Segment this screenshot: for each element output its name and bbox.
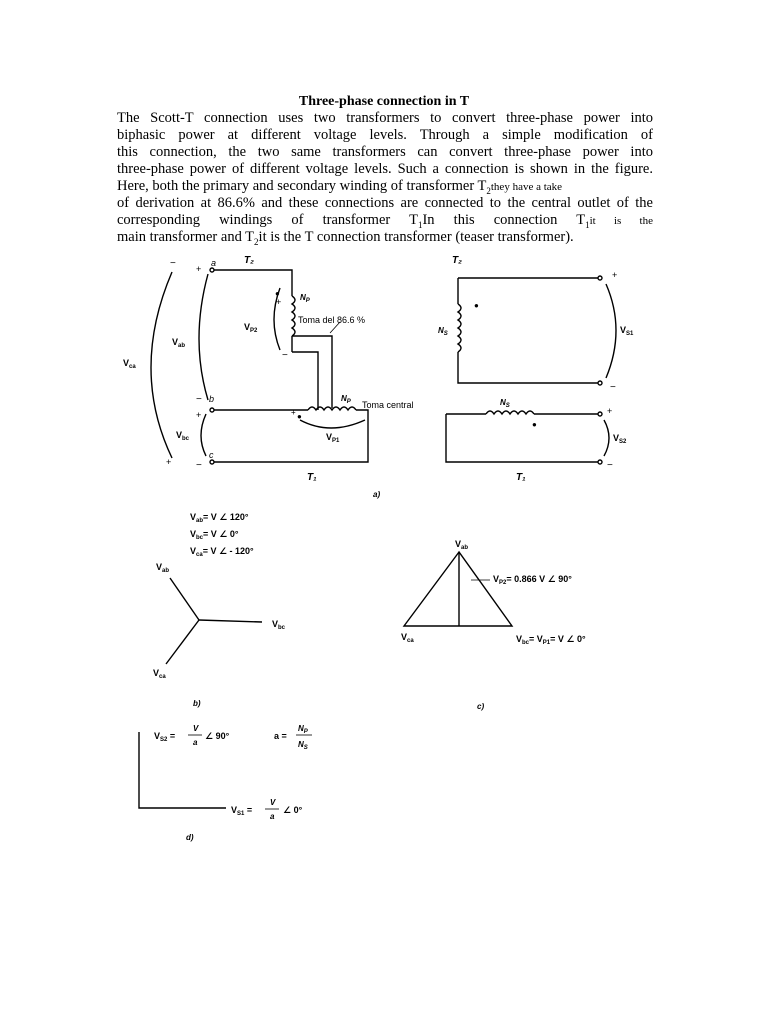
wire-T2-to-center <box>292 352 318 410</box>
T1-secondary-coil <box>486 411 534 414</box>
minus-vs1: − <box>610 382 616 393</box>
minus-vs2: − <box>607 460 613 471</box>
a-ratio-label: a = <box>274 731 287 741</box>
figure-b-phasors <box>153 512 286 708</box>
Vbc-label: $V_{bc}$ <box>176 430 190 442</box>
dot-T2: ● <box>275 289 280 298</box>
figure-d-secondary-phasors <box>139 724 312 842</box>
phasor-vab-label: $V_{ab}$ <box>156 562 170 574</box>
sec-left-bottom <box>458 352 598 383</box>
toma-central-label: Toma central <box>362 400 414 410</box>
vs2-num: V <box>193 724 199 733</box>
arc-vca <box>151 272 172 458</box>
triangle-vbc-label: $V_{bc}= V_{P1}= V$ ∠ 0° <box>516 634 586 646</box>
body-line-7: corresponding windings of transformer $T_1In$ this connection $T_1it$ is the <box>117 212 653 230</box>
T2-secondary-coil <box>458 304 461 352</box>
vs1-eq: $V_{S1}$ = <box>231 805 253 817</box>
terminal-a <box>210 268 214 272</box>
Vp2-label: $V_{P2}$ <box>244 322 258 334</box>
terminal-s1-minus <box>598 381 602 385</box>
plus-vp1: + <box>291 408 296 417</box>
body-line-5: Here, both the primary and secondary winding of transformer $T_2they$ have a take <box>117 178 563 196</box>
sec-label-T1: T₁ <box>516 472 526 483</box>
arc-vab <box>199 274 208 400</box>
triangle-vca-label: $V_{ca}$ <box>401 632 414 644</box>
caption-c: c) <box>477 702 485 711</box>
wire-tap-866 <box>292 336 332 408</box>
phasor-vca <box>166 620 199 664</box>
plus-vs2: + <box>607 406 613 416</box>
arc-vbc <box>201 414 206 456</box>
phasor-vca-label: $V_{ca}$ <box>153 668 166 680</box>
node-a-label: a <box>211 258 217 268</box>
page-title: Three-phase connection in T <box>298 94 470 109</box>
phasor-vbc <box>199 620 262 622</box>
body-line-8: main transformer and $T_2it$ is the T connection transformer (teaser transformer). <box>117 229 574 247</box>
plus-vp2: + <box>276 297 282 307</box>
Vca-label: $V_{ca}$ <box>123 358 136 370</box>
vs1-angle: ∠ 0° <box>283 805 303 815</box>
wire-a-to-T2 <box>214 270 292 296</box>
a-ratio-num: $N_P$ <box>298 724 308 735</box>
caption-b: b) <box>193 699 201 708</box>
phasor-vab <box>170 578 199 620</box>
Np-bot-label: $N_P$ <box>341 394 351 405</box>
sec2-loop <box>446 414 598 462</box>
phasors-vs <box>139 732 226 808</box>
Vab-label: $V_{ab}$ <box>172 337 186 349</box>
dot-T1: ● <box>297 412 302 421</box>
plus-b: + <box>196 410 202 420</box>
vs1-num: V <box>270 798 276 807</box>
dot-sec-T2: ● <box>474 301 479 310</box>
figure-a-secondary <box>438 255 634 483</box>
figure-a-primary <box>123 255 414 499</box>
label-T2: T₂ <box>244 255 254 266</box>
caption-d: d) <box>186 833 194 842</box>
vs1-den: a <box>270 812 275 821</box>
wire-T1-to-c <box>214 410 368 462</box>
a-ratio-den: $N_S$ <box>298 740 308 751</box>
minus-b: − <box>196 394 202 405</box>
eq-vbc: $V_{bc}= V$ ∠ 0° <box>190 529 239 541</box>
vs2-den: a <box>193 738 198 747</box>
terminal-b <box>210 408 214 412</box>
Ns-bot-label: $N_S$ <box>500 398 510 409</box>
toma-866-label: Toma del 86.6 % <box>298 315 366 325</box>
arc-vs2 <box>604 420 609 456</box>
Vs1-label: $V_{S1}$ <box>620 325 634 337</box>
vs2-angle: ∠ 90° <box>205 731 230 741</box>
minus-vca: − <box>170 258 176 269</box>
phasor-vbc-label: $V_{bc}$ <box>272 619 286 631</box>
terminal-c <box>210 460 214 464</box>
eq-vca: $V_{ca}= V$ ∠ - 120° <box>190 546 254 558</box>
dot-sec-T1: ● <box>532 420 537 429</box>
terminal-s1-plus <box>598 276 602 280</box>
caption-a: a) <box>373 490 381 499</box>
body-line-6: of derivation at 86.6% and these connections are connected to the central outlet of the <box>117 195 653 211</box>
body-line-2: biphasic power at different voltage levels. Through a simple modification of <box>117 127 653 143</box>
Vs2-label: $V_{S2}$ <box>613 433 627 445</box>
body-line-1: The Scott-T connection uses two transformers to convert three-phase power into <box>117 110 653 126</box>
arc-vp1 <box>300 420 365 428</box>
terminal-s2-plus <box>598 412 602 416</box>
plus-vca: + <box>166 457 172 467</box>
plus-a: + <box>196 264 202 274</box>
vs2-eq: $V_{S2}$ = <box>154 731 176 743</box>
minus-vp2: − <box>282 350 288 361</box>
triangle-phasors <box>404 552 512 626</box>
Vp1-label: $V_{P1}$ <box>326 432 340 444</box>
T2-primary-coil <box>292 296 295 336</box>
triangle-vab-label: $V_{ab}$ <box>455 539 469 551</box>
node-c-label: c <box>209 450 214 460</box>
Np-top-label: $N_P$ <box>300 293 310 304</box>
Ns-top-label: $N_S$ <box>438 326 448 337</box>
node-b-label: b <box>209 394 215 404</box>
body-line-3: this connection, the two same transformers can convert three-phase power into <box>117 144 653 160</box>
eq-vab: $V_{ab}= V$ ∠ 120° <box>190 512 249 524</box>
figure-c-triangle <box>401 539 586 711</box>
sec-label-T2: T₂ <box>452 255 462 266</box>
triangle-vp2-label: $V_{P2}= 0.866$ V ∠ 90° <box>493 574 572 586</box>
terminal-s2-minus <box>598 460 602 464</box>
minus-c: − <box>196 460 202 471</box>
label-T1: T₁ <box>307 472 317 483</box>
plus-vs1: + <box>612 270 618 280</box>
arc-vs1 <box>606 284 616 378</box>
body-line-4: three-phase power of different voltage levels. Such a connection is shown in the figure. <box>117 161 653 177</box>
